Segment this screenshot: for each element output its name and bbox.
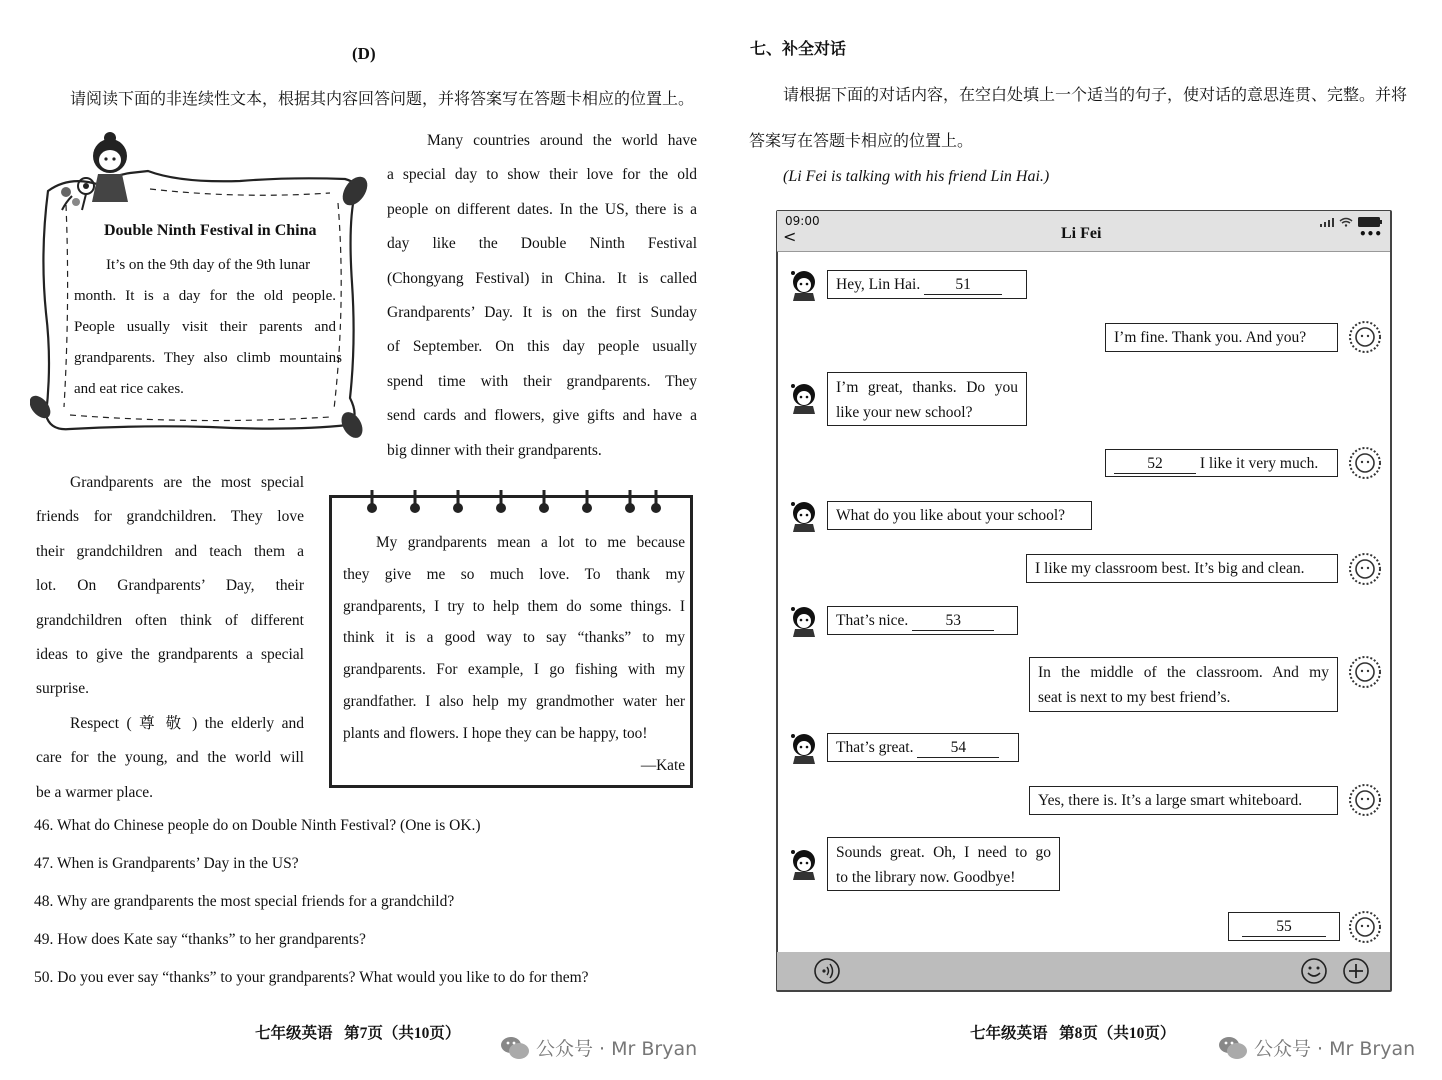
message-lin-hai bbox=[1105, 449, 1338, 477]
li-fei-avatar-icon bbox=[789, 605, 819, 637]
message-text: That’s great. bbox=[836, 739, 914, 756]
right-instruction-line: 请根据下面的对话内容，在空白处填上一个适当的句子，使对话的意思连贯、完整。并将 bbox=[783, 87, 1408, 104]
message-lin-hai bbox=[1228, 912, 1340, 941]
notebook-ring-icon bbox=[452, 490, 464, 516]
text-line: friends for grandchildren. They love bbox=[36, 508, 304, 526]
contact-name: Li Fei bbox=[1061, 225, 1102, 242]
li-fei-avatar-icon bbox=[789, 269, 819, 301]
add-icon[interactable] bbox=[1342, 957, 1370, 985]
text-line: be a warmer place. bbox=[36, 783, 154, 801]
text-line: grandchildren often think of different bbox=[36, 611, 304, 629]
text-line: think it is a good way to say “thanks” to my bbox=[343, 629, 685, 647]
dialogue-intro: (Li Fei is talking with his friend Lin Hai.) bbox=[783, 168, 1050, 185]
festival-line: It’s on the 9th day of the 9th lunar bbox=[106, 257, 311, 273]
message-text: like your new school? bbox=[836, 404, 973, 421]
text-line: a special day to show their love for the old bbox=[387, 166, 697, 184]
section-label: (D) bbox=[352, 44, 376, 63]
message-lin-hai bbox=[1029, 786, 1338, 815]
phone-header bbox=[777, 211, 1390, 252]
text-line: grandparents. For example, I go fishing with my bbox=[343, 661, 685, 679]
message-text: I’m great, thanks. Do you bbox=[836, 379, 1018, 396]
message-text: I like it very much. bbox=[1199, 455, 1319, 472]
right-page-footer: 七年级英语 第8页（共10页） bbox=[970, 1025, 1176, 1042]
message-text: I like my classroom best. It’s big and clean. bbox=[1035, 560, 1305, 577]
text-line: spend time with their grandparents. They bbox=[387, 372, 697, 390]
message-text: to the library now. Goodbye! bbox=[836, 869, 1016, 886]
wechat-icon bbox=[1218, 1035, 1248, 1061]
notebook-ring-icon bbox=[409, 490, 421, 516]
text-line: Grandparents’ Day. It is on the first Sunday bbox=[387, 304, 697, 322]
us-text-column bbox=[387, 124, 697, 468]
notebook-ring-icon bbox=[495, 490, 507, 516]
text-line: lot. On Grandparents’ Day, their bbox=[36, 577, 304, 595]
text-line: big dinner with their grandparents. bbox=[387, 441, 602, 459]
li-fei-avatar-icon bbox=[789, 500, 819, 532]
left-instruction: 请阅读下面的非连续性文本，根据其内容回答问题，并将答案写在答题卡相应的位置上。 bbox=[70, 91, 695, 108]
answer-blank-51[interactable]: 51 bbox=[924, 276, 1002, 295]
answer-blank-54[interactable]: 54 bbox=[917, 739, 999, 758]
question-49: 49. How does Kate say “thanks” to her grandparents? bbox=[34, 931, 366, 948]
question-50: 50. Do you ever say “thanks” to your grandparents? What would you like to do for them? bbox=[34, 969, 589, 986]
text-line: Respect ( 尊 敬 ) the elderly and bbox=[70, 714, 304, 732]
lin-hai-avatar-icon bbox=[1346, 653, 1384, 691]
wechat-icon bbox=[500, 1035, 530, 1061]
left-page-footer: 七年级英语 第7页（共10页） bbox=[255, 1025, 461, 1042]
text-line: Many countries around the world have bbox=[427, 132, 697, 149]
text-line: surprise. bbox=[36, 680, 89, 698]
menu-button[interactable]: ••• bbox=[1359, 227, 1383, 241]
text-line: people on different dates. In the US, there is a bbox=[387, 200, 697, 218]
emoji-icon[interactable] bbox=[1300, 957, 1328, 985]
message-text: Yes, there is. It’s a large smart whiteboard. bbox=[1038, 792, 1303, 809]
notebook-ring-icon bbox=[538, 490, 550, 516]
watermark bbox=[500, 1034, 697, 1061]
message-text: What do you like about your school? bbox=[836, 507, 1066, 524]
lin-hai-avatar-icon bbox=[1346, 550, 1384, 588]
text-line: Grandparents are the most special bbox=[70, 474, 304, 491]
message-text: In the middle of the classroom. And my bbox=[1038, 664, 1329, 681]
question-46: 46. What do Chinese people do on Double Ninth Festival? (One is OK.) bbox=[34, 817, 481, 834]
message-li-fei bbox=[827, 372, 1027, 426]
message-text: I’m fine. Thank you. And you? bbox=[1114, 329, 1307, 346]
grandparents-text-column bbox=[36, 466, 304, 810]
message-text: Sounds great. Oh, I need to go bbox=[836, 844, 1051, 861]
message-lin-hai bbox=[1026, 554, 1338, 583]
right-instruction-line: 答案写在答题卡相应的位置上。 bbox=[749, 133, 974, 150]
lin-hai-avatar-icon bbox=[1346, 444, 1384, 482]
li-fei-avatar-icon bbox=[789, 848, 819, 880]
notebook-text bbox=[343, 527, 685, 781]
notebook-signature: —Kate bbox=[640, 756, 685, 774]
text-line: plants and flowers. I hope they can be happy, too! bbox=[343, 724, 648, 742]
festival-title: Double Ninth Festival in China bbox=[104, 222, 317, 239]
message-text: That’s nice. bbox=[836, 612, 909, 629]
text-line: day like the Double Ninth Festival bbox=[387, 235, 697, 253]
answer-blank-55[interactable]: 55 bbox=[1242, 918, 1326, 937]
message-lin-hai bbox=[1029, 657, 1338, 712]
text-line: their grandchildren and teach them a bbox=[36, 542, 304, 560]
watermark bbox=[1218, 1034, 1415, 1061]
status-icons bbox=[1320, 216, 1384, 228]
answer-blank-52[interactable]: 52 bbox=[1114, 455, 1196, 474]
text-line: (Chongyang Festival) in China. It is called bbox=[387, 269, 697, 287]
question-48: 48. Why are grandparents the most special friends for a grandchild? bbox=[34, 893, 455, 910]
festival-line: and eat rice cakes. bbox=[74, 381, 184, 397]
watermark-text: 公众号 · Mr Bryan bbox=[536, 1038, 698, 1060]
notebook-ring-icon bbox=[624, 490, 636, 516]
festival-line: grandparents. They also climb mountains bbox=[74, 350, 342, 366]
message-li-fei bbox=[827, 501, 1092, 530]
message-text: seat is next to my best friend’s. bbox=[1038, 689, 1231, 706]
notebook-ring-icon bbox=[366, 490, 378, 516]
status-time: 09:00 bbox=[785, 214, 820, 228]
lin-hai-avatar-icon bbox=[1346, 781, 1384, 819]
li-fei-avatar-icon bbox=[789, 732, 819, 764]
section-title: 七、补全对话 bbox=[750, 41, 847, 58]
text-line: My grandparents mean a lot to me because bbox=[376, 534, 685, 551]
back-button[interactable]: < bbox=[783, 227, 797, 246]
voice-icon[interactable] bbox=[813, 957, 841, 985]
phone-input-bar bbox=[777, 952, 1390, 990]
text-line: grandparents, I try to help them do some things. I bbox=[343, 597, 685, 615]
notebook-ring-icon bbox=[650, 490, 662, 516]
text-line: they give me so much love. To thank my bbox=[343, 565, 685, 583]
text-line: care for the young, and the world will bbox=[36, 749, 304, 767]
signal-icon bbox=[1320, 218, 1334, 227]
message-li-fei bbox=[827, 733, 1019, 762]
text-line: send cards and flowers, give gifts and have a bbox=[387, 407, 697, 425]
watermark-text: 公众号 · Mr Bryan bbox=[1254, 1038, 1416, 1060]
message-text: Hey, Lin Hai. bbox=[836, 276, 921, 293]
message-li-fei bbox=[827, 606, 1018, 635]
festival-line: month. It is a day for the old people. bbox=[74, 288, 336, 304]
lin-hai-avatar-icon bbox=[1346, 318, 1384, 356]
lin-hai-avatar-icon bbox=[1346, 908, 1384, 946]
message-li-fei bbox=[827, 270, 1027, 299]
notebook-ring-icon bbox=[581, 490, 593, 516]
festival-line: People usually visit their parents and bbox=[74, 319, 336, 335]
li-fei-avatar-icon bbox=[789, 382, 819, 414]
wifi-icon bbox=[1340, 219, 1352, 227]
message-li-fei bbox=[827, 837, 1060, 891]
child-with-flower-icon bbox=[52, 126, 148, 212]
message-lin-hai bbox=[1105, 323, 1338, 352]
question-47: 47. When is Grandparents’ Day in the US? bbox=[34, 855, 299, 872]
text-line: grandfather. I also help my grandmother water her bbox=[343, 692, 685, 710]
answer-blank-53[interactable]: 53 bbox=[912, 612, 994, 631]
battery-icon bbox=[1358, 217, 1382, 227]
text-line: of September. On this day people usually bbox=[387, 338, 697, 356]
text-line: ideas to give the grandparents a special bbox=[36, 646, 304, 664]
